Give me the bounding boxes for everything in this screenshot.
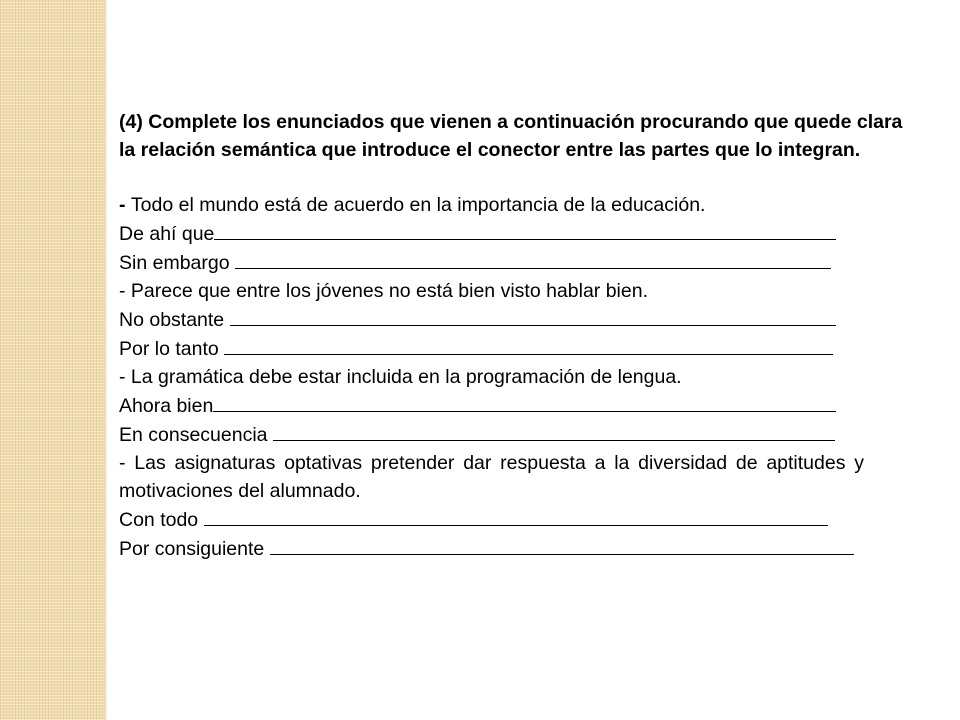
answer-blank[interactable] xyxy=(214,219,836,240)
completion-line xyxy=(119,391,919,420)
statement-3: - La gramática debe estar incluida en la programación de lengua. xyxy=(119,366,682,388)
completion-line xyxy=(119,334,919,363)
completion-line xyxy=(119,248,919,277)
answer-blank[interactable] xyxy=(224,334,833,355)
statement-1-dash: - xyxy=(119,194,131,216)
connector-label: De ahí que xyxy=(119,223,215,245)
exercise-instructions: (4) Complete los enunciados que vienen a continuación procurando que quede clara la relación semántica que introduce el conector entre las partes que lo integran. xyxy=(119,111,903,161)
answer-blank[interactable] xyxy=(273,420,835,441)
connector-label: En consecuencia xyxy=(119,424,273,446)
completion-line xyxy=(119,305,919,334)
answer-blank[interactable] xyxy=(230,305,836,326)
completion-line xyxy=(119,420,919,449)
decorative-side-strip xyxy=(0,0,104,720)
answer-blank[interactable] xyxy=(235,248,831,269)
connector-label: Ahora bien xyxy=(119,395,214,417)
answer-blank[interactable] xyxy=(204,505,828,526)
connector-label: Sin embargo xyxy=(119,252,235,274)
connector-label: Por lo tanto xyxy=(119,338,225,360)
connector-label: Por consiguiente xyxy=(119,538,270,560)
statement-1-text: Todo el mundo está de acuerdo en la importancia de la educación. xyxy=(130,194,706,216)
connector-label: No obstante xyxy=(119,309,230,331)
statement-2: - Parece que entre los jóvenes no está bien visto hablar bien. xyxy=(119,280,648,302)
answer-blank[interactable] xyxy=(270,534,854,555)
statement-1 xyxy=(119,191,919,219)
statement-4: - Las asignaturas optativas pretender dar respuesta a la diversidad de aptitudes y motivaciones del alumnado. xyxy=(119,452,864,502)
answer-blank[interactable] xyxy=(213,391,836,412)
completion-line xyxy=(119,505,919,534)
side-strip-edge xyxy=(104,0,107,720)
exercise-content xyxy=(119,108,919,563)
completion-line xyxy=(119,534,919,563)
completion-line xyxy=(119,219,919,248)
connector-label: Con todo xyxy=(119,509,204,531)
